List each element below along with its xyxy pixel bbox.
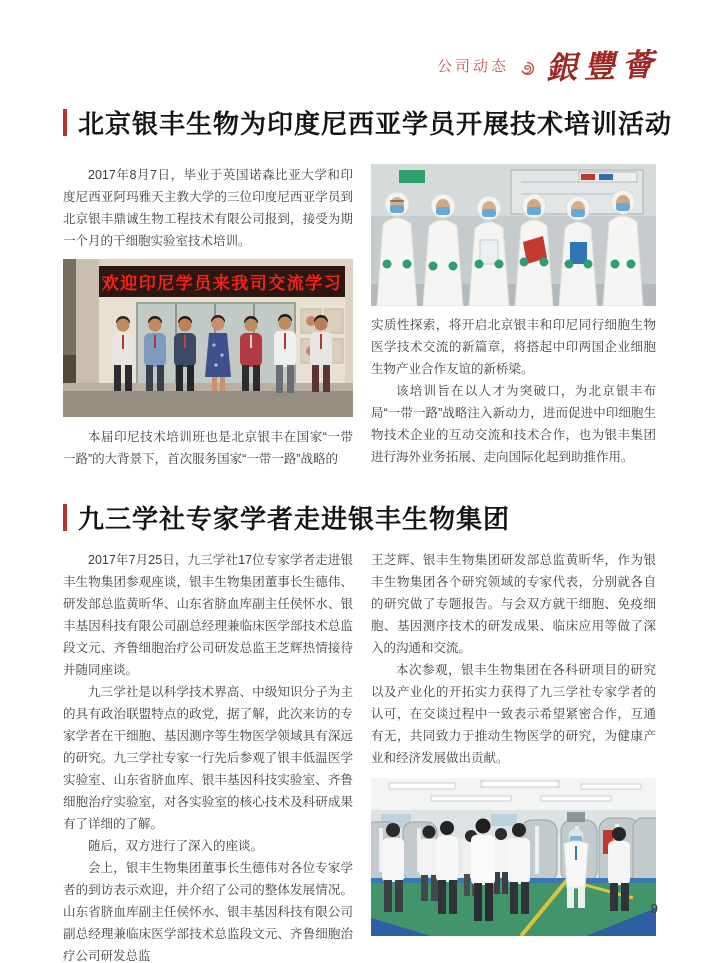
swirl-icon: [519, 60, 536, 77]
paragraph: 随后，双方进行了深入的座谈。: [88, 839, 264, 853]
paragraph: 2017年7月25日，九三学社17位专家学者走进银丰生物集团参观座谈，银丰生物集团董事长生德伟、研发部总监黄昕华、山东省脐血库副主任侯怀水、银丰基因科技有限公司副总经理兼临床医学部技术总监段文元、齐鲁细胞治疗公司研发总监王芝辉热情接待并随同座谈。: [63, 553, 353, 677]
photo-facility-tour: [371, 778, 656, 936]
paragraph: 王芝辉、银丰生物集团研发部总监黄昕华，作为银丰生物集团各个研究领域的专家代表，分别就各自的研究做了专题报告。与会双方就干细胞、免疫细胞、基因测序技术的研发成果、临床应用等做了深入的沟通和交流。: [371, 553, 656, 655]
title-accent-bar: [63, 504, 67, 531]
article-2-right-column: [371, 549, 656, 936]
article-1-right-column: [371, 164, 656, 468]
paragraph: 本届印尼技术培训班也是北京银丰在国家“一带一路”的大背景下，首次服务国家“一带一路”战略的: [63, 430, 353, 466]
paragraph: 九三学社是以科学技术界高、中级知识分子为主的具有政治联盟特点的政党，据了解，此次来访的专家学者在干细胞、基因测序等生物医学领域具有深远的研究。九三学社专家一行先后参观了银丰低温医学实验室、山东省脐血库、银丰基因科技实验室、齐鲁细胞治疗实验室，对各实验室的核心技术及科研成果有了详细的了解。: [63, 685, 353, 831]
photo-cleanroom-trainees: [371, 164, 656, 306]
section-label: 公司动态: [436, 58, 509, 75]
company-logo: 銀豐薈: [545, 47, 661, 87]
photo-welcome-group: [63, 259, 353, 417]
article-2-title-row: [63, 499, 510, 536]
article-1-left-column: [63, 164, 353, 470]
masthead: [436, 47, 661, 87]
article-1-title: 北京银丰生物为印度尼西亚学员开展技术培训活动: [78, 109, 673, 139]
paragraph: 本次参观，银丰生物集团在各科研项目的研究以及产业化的开拓实力获得了九三学社专家学者的认可，在交谈过程中一致表示希望紧密合作，互通有无，共同致力于推动生物医学的研究，为健康产业和经济发展做出贡献。: [371, 663, 656, 765]
paragraph: 会上，银丰生物集团董事长生德伟对各位专家学者的到访表示欢迎，并介绍了公司的整体发展情况。山东省脐血库副主任侯怀水、银丰基因科技有限公司副总经理兼临床医学部技术总监段文元、齐鲁细胞治疗公司研发总监: [63, 861, 353, 963]
article-1-title-row: [63, 104, 672, 141]
paragraph: 实质性探索，将开启北京银丰和印尼同行细胞生物医学技术交流的新篇章，将搭起中印两国企业细胞生物产业合作友谊的新桥梁。: [371, 318, 656, 376]
title-accent-bar: [63, 109, 67, 136]
paragraph: 2017年8月7日，毕业于英国诺森比亚大学和印度尼西亚阿玛雅天主教大学的三位印度尼西亚学员到北京银丰鼎诚生物工程技术有限公司报到，接受为期一个月的干细胞实验室技术培训。: [63, 168, 353, 248]
paragraph: 该培训旨在以人才为突破口，为北京银丰布局“一带一路”战略注入新动力，进而促进中印细胞生物技术企业的互动交流和技术合作，也为银丰集团进行海外业务拓展、走向国际化起到助推作用。: [371, 384, 656, 464]
led-banner-text: 欢迎印尼学员来我司交流学习: [101, 274, 343, 293]
article-2-left-column: [63, 549, 353, 963]
article-2-title: 九三学社专家学者走进银丰生物集团: [78, 504, 511, 534]
page-number: 9: [650, 901, 658, 916]
